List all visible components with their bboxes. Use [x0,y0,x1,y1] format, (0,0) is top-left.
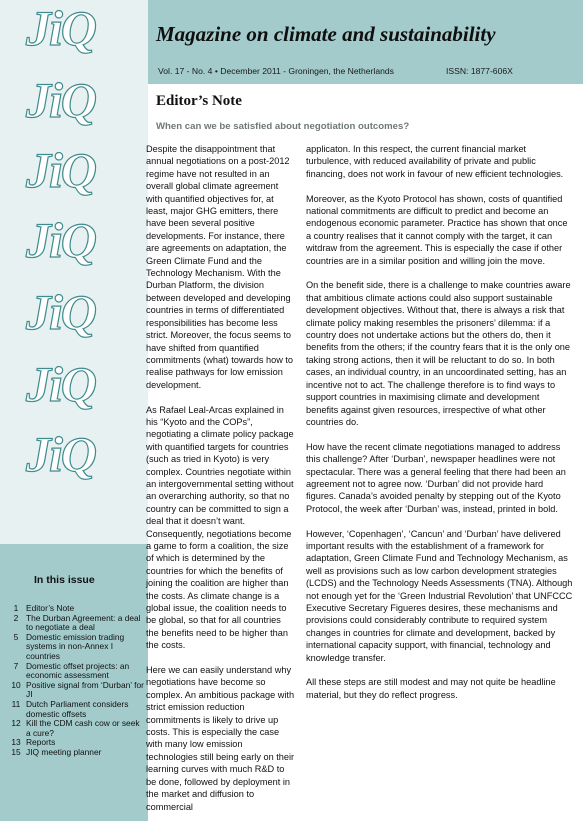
paragraph: However, ‘Copenhagen’, ‘Cancun’ and ‘Durban’ have delivered important results with the establishment of a framework for adaptation, Green Climate Fund and Technology Mechanism, as well as provisions such as low carbon development strategies (LCDS) and the Technology Needs Assessments (TNA). Although not enough yet for the ‘Green Industrial Revolution’ that UNFCCC Executive Secretary Figueres desires, these mechanisms and provisions could considerably contribute to required system changes in countries for climate and development, backed by international capacity support, with financial, technology and knowledge transfer. [306,528,573,663]
toc-title: Editor’s Note [26,603,75,613]
toc-page-number: 12 [11,718,21,729]
toc-title: Kill the CDM cash cow or seek a cure? [26,718,140,738]
in-this-issue-list [6,604,146,758]
article-column-2 [306,143,574,701]
toc-title: Dutch Parliament considers domestic offsets [26,698,129,719]
jiq-logo: JiQ [26,212,95,268]
paragraph: applicaton. In this respect, the current financial market turbulence, with reduced availability of private and public financing, does not work in favour of new efficient technologies. [306,144,564,179]
toc-item[interactable] [6,614,146,633]
toc-title: Reports [26,737,56,748]
toc-page-number: 2 [13,612,19,623]
toc-page-number: 1 [13,603,19,613]
magazine-title: Magazine on climate and sustainability [156,22,496,46]
paragraph: On the benefit side, there is a challenge to make countries aware that ambitious climate actions could also support sustainable development objectives. Without that, there is always a risk that climate policy making resembles the prisoners’ dilemma: if a country does not undertake actions but the others do, then it benefits from the others; if the country fears that it is the only one taking strong actions, then it will be reluctant to do so. In both cases, an individual country, in an uncoordinated setting, has an incentive not to act. The challenge therefore is to find ways to support countries in maximising climate and development benefits against given resources, irrespective of what other countries do. [306,280,571,427]
paragraph: How have the recent climate negotiations managed to address this challenge? After ‘Durban’, newspaper headlines were not spectacular. There was a general feeling that there had been an agreement not to agree now. ‘Durban’ did not provide hard figures. Canada’s avoided penalty by stepping out of the Kyoto Protocol, the week after ‘Durban’ was, instead, printed in bold. [306,441,566,514]
jiq-logo: JiQ [26,356,95,412]
toc-item[interactable] [6,700,146,719]
toc-page-number: 5 [13,631,19,642]
toc-title: Domestic offset projects: an economic assessment [26,660,130,681]
issn-number: ISSN: 1877-606X [446,66,513,76]
toc-title: JIQ meeting planner [26,746,102,757]
jiq-logo: JiQ [26,0,95,56]
jiq-logo: JiQ [26,426,95,482]
toc-item[interactable] [6,633,146,662]
toc-title: The Durban Agreement: a deal to negotiate a deal [26,612,141,633]
toc-title: Positive signal from ‘Durban’ for JI [26,679,144,700]
toc-item[interactable] [6,662,146,681]
toc-page-number: 13 [11,737,21,748]
paragraph: All these steps are still modest and may not quite be headline material, but they do reflect progress. [306,677,556,700]
paragraph: Despite the disappointment that annual negotiations on a post-2012 regime have not resulted in an overall global climate agreement with quantified objectives for, at least, major GHG emitters, there have been several positive developments. For instance, there are agreements on adaptation, the Green Climate Fund and the Technology Mechanism. With the Durban Platform, the division between developed and developing countries in terms of differentiated responsibilities has become less strict. Moreover, the focus seems to have shifted from quantified commitments (what) towards how to realise pathways for low emission development. [146,144,294,390]
in-this-issue-heading: In this issue [34,574,95,586]
article-heading: Editor’s Note [156,93,242,109]
article-subtitle: When can we be satisfied about negotiation outcomes? [156,121,410,132]
toc-item[interactable] [6,681,146,700]
toc-page-number: 10 [11,679,21,690]
paragraph: Moreover, as the Kyoto Protocol has shown, costs of quantified national commitments are difficult to predict and become an endogenous economic parameter. Practice has shown that once a country realises that it cannot comply with the target, it can witdraw from the agreement. This is especially the case if other countries are in a similar position and willing join the move. [306,193,568,266]
toc-page-number: 11 [11,698,21,709]
jiq-logo: JiQ [26,284,95,340]
toc-item[interactable] [6,719,146,738]
jiq-logo: JiQ [26,142,95,198]
toc-item[interactable] [6,748,146,758]
toc-page-number: 7 [13,660,19,671]
toc-page-number: 15 [11,746,21,757]
paragraph: Here we can easily understand why negotiations have become so complex. An ambitious package with strict emission reduction commitments is likely to drive up costs. This is especially the case with many low emission technologies still being early on their learning curves with much R&D to be done, followed by deployment in the market and diffusion to commercial [146,665,295,812]
toc-title: Domestic emission trading systems in non-Annex I countries [26,631,125,661]
issue-info: Vol. 17 - No. 4 • December 2011 - Groningen, the Netherlands [158,66,394,76]
article-column-1 [146,143,296,813]
jiq-logo: JiQ [26,72,95,128]
paragraph: As Rafael Leal-Arcas explained in his “Kyoto and the COPs”, negotiating a climate policy package with quantified targets for countries (such as tried in Kyoto) is very complex. Countries negotiate within an intergovernmental setting without an overarching authority, so that no country can be committed to sign a deal that it doesn’t want. Consequently, negotiations become a game to form a coalition, the size of which is determined by the countries for which the benefits of joining the coalition are higher than the costs. As climate change is a global issue, the coalition needs to be global, so that for all countries the benefits need to be higher than the costs. [146,404,294,651]
